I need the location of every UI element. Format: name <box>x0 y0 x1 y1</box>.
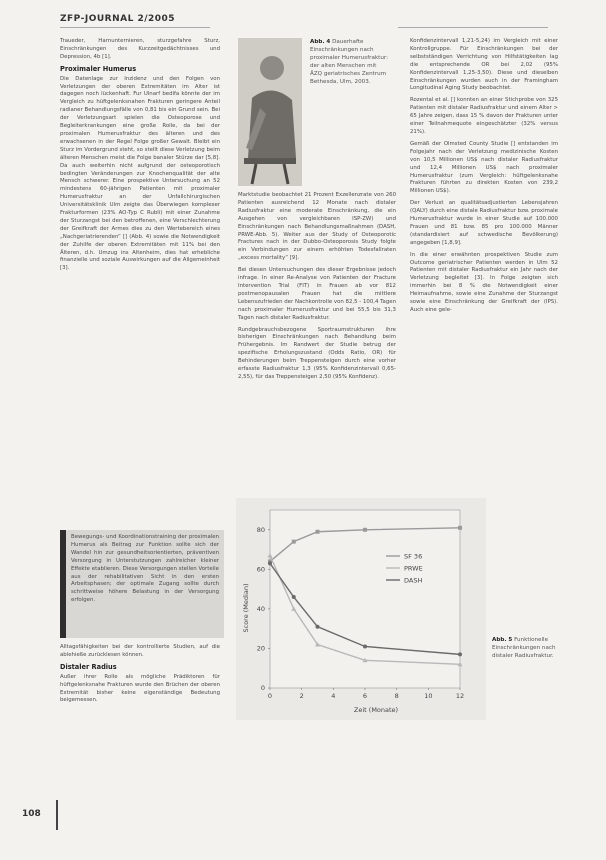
column-2 <box>238 192 396 386</box>
paragraph: Traueder, Harnunternieren, sturzgefahre Sturz, Einschränkungen des Kurzzeitgedächtnisses und Depression, 4b [1]. <box>60 38 220 60</box>
data-point <box>292 540 296 544</box>
paragraph: Rundgebrauchsbezogene Sportraumstrukturen ihre bisherigen Einschränkungen nach Behandlung beim Frühergebnis. Im Randwert der Studie betrug der spezifische Erholungszustand (Odds Ratio, OR) für Behinderungen beim Treppensteigen durch eine vorher erfasste Radiusfraktur 1,3 (95% Konfidenzintervall 0,65-2,55), für das Treppensteigen 2,50 (95% Konfidenz). <box>238 326 396 380</box>
chart-caption <box>492 636 564 660</box>
paragraph: In die einer erwähnten prospektiven Studie zum Outcome geriatrischer Patienten werden in Ulm 52 Patienten mit distaler Radiusfraktur ein Jahr nach der Verletzung begleitet [3]. In Folge zeigten sich immerhin bei 8 % die Notwendigkeit einer Heimaufnahme, sowie eine Zunahme der Sturzangst sowie eine Einschränkung der Greifkraft der (IPS). Auch eine gele- <box>410 251 558 313</box>
x-axis-label: Zeit (Monate) <box>353 706 399 714</box>
data-point <box>268 561 272 565</box>
column-3 <box>410 38 558 319</box>
journal-header: ZFP-JOURNAL 2/2005 <box>60 14 176 24</box>
legend-entry: DASH <box>404 576 423 585</box>
paragraph: Außer ihrer Rolle als mögliche Prädiktoren für hüftgelenksnahe Frakturen wurde den Brüchen der oberen Extremität bisher keine eigenständige Bedeutung beigemessen. <box>60 673 220 704</box>
x-tick-label: 2 <box>299 692 304 700</box>
data-point <box>316 530 320 534</box>
info-box-text: Bewegungs- und Koordinationstraining der proximalen Humerus als Beitrag zur Funktion sollte sich der Wandel hin zur gesundheitsorientierten, präventiven Versorgung in Unterstutzungen zahlreicher kleiner Effekte etablieren. Diese Versorgungen stellen Vorteile aus der rehabilitativen Sicht in den ersten Arbeitsphasen; der optimale Zugang sollte durch schrittweise höhere Belastung in der Versorgung erfolgen. <box>71 534 219 604</box>
page-number: 108 <box>22 809 41 819</box>
x-tick-label: 4 <box>331 692 336 700</box>
data-point <box>458 652 462 656</box>
line-chart <box>236 498 486 720</box>
legend-entry: SF 36 <box>404 552 423 561</box>
x-tick-label: 8 <box>394 692 399 700</box>
paragraph: Die Datenlage zur Inzidenz und den Folgen von Verletzungen der oberen Extremitäten im Alter ist dagegen noch lückenhaft. Fur Ulnarf bedifa könnte der im Vergleich zu hüftgelenksnahen Frakturen geringere Anteil radianer Behandlungsfälle von 0,81 bis ein Grund sein. Bei der Verletzungsart spielen die Osteoporose und Begleiterkrankungen eine große Rolle, da bei der proximalen Humerusfraktur des älteren und des erwachsenen in der Regel Folge großer Gewalt. Bleibt ein Sturz im Vordergrund steht, so stellt diese Verletzung beim älteren Menschen meist die Folge banaler Stürze dar [5,8]. Da auch weiterhin nicht aufgrund der osteoporotisch bedingten Veränderungen zur Knochenqualität der alte Mensch schwerer. Eine prospektive Untersuchung an 52 mindestens 60-jährigen Patienten mit proximaler Humerusfraktur an der Unfallchirurgischen Universitätsklinik Ulm zeigte das Überwiegen komplexer Frakturformen (23% AO-Typ C Rubli) mit einer Zunahme der Sturzangst bei den betroffenen, eine Verschlechterung der Greifkraft der Armes dies zu den Wertebereich eines „Nachgeriatrierenden“ [] (Abb. 4) sowie die Notwendigkeit der Zuhilfe der oberen Extremitäten mit 11% bei den Älteren, d.h. Umzug ins Altenheim, dies hat erhebliche finanzielle und soziale Auswirkungen auf die Allgemeinheit [3]. <box>60 75 220 272</box>
chart-caption-text: Funktionelle Einschränkungen nach distaler Radiusfraktur. <box>492 637 556 659</box>
patient-photo <box>238 38 302 186</box>
paragraph: Bei diesen Untersuchungen des dieser Ergebnisse jedoch infrage. In einer Re-Analyse von Patienten der Fracture Intervention Trial (FIT) in Frauen ab vor 812 postmenopausalen Frauen hat die mittlere Lebenszufrieden der Nachkontrolle von 82,5 - 100,4 Tagen nach proximaler Humerusfraktur und bei 55,5 bis 31,3 Tagen nach distaler Radiusfraktur. <box>238 267 396 321</box>
section-heading-proximal-humerus: Proximaler Humerus <box>60 64 137 73</box>
data-point <box>363 644 367 648</box>
photo-caption-label: Abb. 4 <box>310 39 331 45</box>
chart-caption-label: Abb. 5 <box>492 637 513 643</box>
paragraph: Gemäß der Olmsted County Studie [] entstanden im Folgejahr nach der Verletzung medizinische Kosten von 10,5 Millionen US$ nach distaler Radiusfraktur und 12,4 Millionen US$ nach proximaler Humerusfraktur (zum Vergleich: hüftgelenksnahe Frakturen führten zu direkten Kosten von 239,2 Millionen US$). <box>410 140 558 195</box>
data-point <box>458 526 462 530</box>
paragraph: Konfidenzintervall 1,21-5,24) im Vergleich mit einer Kontrollgruppe. Für Einschränkungen bei der selbstständigen Verrichtung von Hilfstätigkeiten lag die entsprechende OR bei 2,02 (95% Konfidenzintervall 1,25-3,50). Diese und dieselben Einschränkungen wurden auch in der Framingham Longitudinal Aging Study beobachtet. <box>410 38 558 92</box>
page-number-rule <box>56 800 58 830</box>
info-box <box>60 530 224 638</box>
section-heading-distal-radius: Distaler Radius <box>60 662 117 671</box>
x-tick-label: 6 <box>362 692 368 700</box>
header-rule-left <box>60 27 210 28</box>
paragraph: Der Verlust an qualitätsadjustierten Lebensjahren (QALY) durch eine distale Radiusfraktur bzw. proximale Humerusfraktur wurde in einer Studie auf 100.000 Frauen und 81 bzw. 85 pro 100.000 Männer (standardisiert auf schwedische Bevölkerung) angegeben [1,8,9]. <box>410 200 558 246</box>
y-tick-label: 80 <box>256 525 265 534</box>
x-tick-label: 0 <box>267 692 273 700</box>
y-tick-label: 40 <box>256 604 265 613</box>
paragraph: Rozental et al. [] konnten an einer Stichprobe von 325 Patienten mit distaler Radiusfraktur und einem Alter > 65 Jahre zeigen, dass 15 % davon der Frakturen unter einer Teilnahmequote eingeschätzter (32% versus 21%). <box>410 97 558 135</box>
x-tick-label: 12 <box>455 692 465 700</box>
paragraph: Alltagsfähigkeiten bei der kontrollierte Studien, auf die ablehieße zurücklesen können. <box>60 644 220 658</box>
y-tick-label: 20 <box>256 644 265 653</box>
y-axis-label: Score (Median) <box>242 583 250 633</box>
legend-entry: PRWE <box>404 564 423 573</box>
header-rule-right <box>398 27 548 28</box>
column-1 <box>60 38 220 277</box>
column-1-lower <box>60 644 220 709</box>
x-tick-label: 10 <box>424 692 433 700</box>
paragraph: Marktstudie beobachtet 21 Prozent Exzellenzrate von 260 Patienten ausreichend 12 Monate nach distaler Radiusfraktur eine moderate Einschränkung, die ein Ausgehen von vergleichbaren ISP-ZW) und Einschränkungen nach Behandlungsmaßnahmen (DASH, PRWE-Abb. 5). Weiter aus der Study of Osteoporotic Fractures nach in der Dubbo-Osteoporosis Study folgte ein Verbindungen zur einem erhöhten Todesfallraten „excess mortality“ [9]. <box>238 192 396 262</box>
chart-svg <box>236 498 486 720</box>
data-point <box>292 595 296 599</box>
photo-caption-text: Dauerhafte Einschränkungen nach proximaler Humerusfraktur: der alten Menschen mit ÄZQ geriatrisches Zentrum Bethesda, Ulm, 2003. <box>310 39 388 85</box>
data-point <box>316 625 320 629</box>
data-point <box>363 528 367 532</box>
y-tick-label: 60 <box>256 565 265 574</box>
photo-caption <box>310 38 388 86</box>
y-tick-label: 0 <box>260 684 265 692</box>
